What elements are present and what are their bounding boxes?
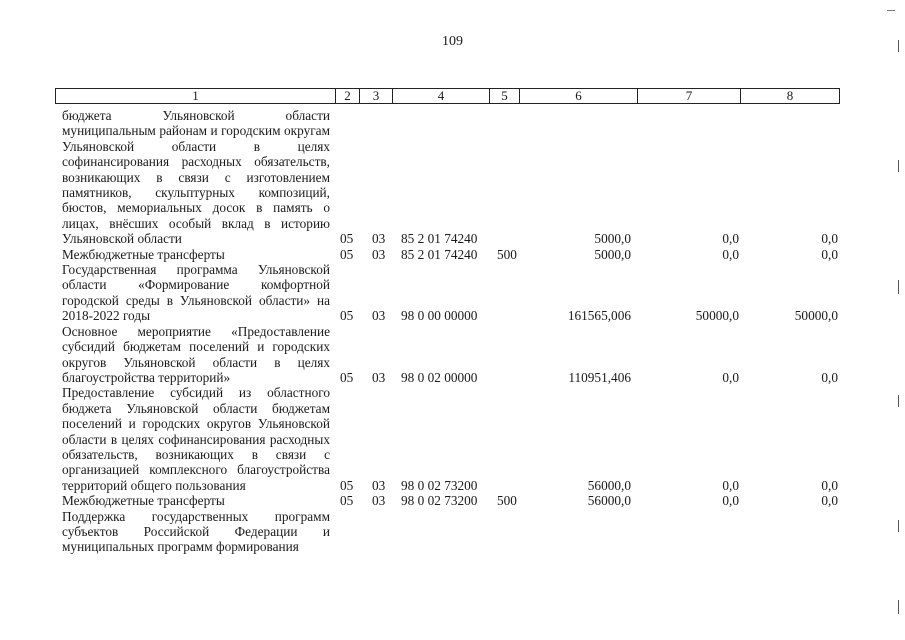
row-amount-3: 0,0: [821, 477, 838, 493]
row-target-code: 85 2 01 74240: [401, 246, 478, 262]
row-amount-3: 0,0: [821, 246, 838, 262]
row-section: 05: [340, 231, 354, 247]
row-section: 05: [340, 493, 354, 509]
header-col-3: 3: [359, 89, 392, 103]
header-col-1: 1: [192, 88, 199, 103]
header-col-6: 6: [519, 89, 637, 103]
row-amount-2: 0,0: [722, 369, 739, 385]
header-col-2: 2: [335, 89, 359, 103]
row-target-code: 98 0 02 00000: [401, 369, 478, 385]
header-col-5: 5: [489, 89, 519, 103]
table-header: [55, 88, 840, 104]
table-row: [0, 247, 905, 262]
row-name: Основное мероприятие «Предоставление субсидий бюджетам поселений и городских округов Ульяновской области в целях благоустройства территорий»: [62, 323, 330, 385]
row-name: Поддержка государственных программ субъектов Российской Федерации и муниципальных программ формирования: [62, 508, 330, 555]
header-col-8: 8: [740, 89, 839, 103]
table-row: [0, 493, 905, 508]
row-name: Межбюджетные трансферты: [62, 246, 225, 262]
row-amount-1: 5000,0: [594, 246, 631, 262]
row-amount-3: 0,0: [821, 493, 838, 509]
row-subsection: 03: [372, 246, 386, 262]
table-body: [0, 108, 905, 555]
table-row: [0, 509, 905, 555]
row-amount-3: 0,0: [821, 369, 838, 385]
table-row: [0, 385, 905, 493]
row-name: бюджета Ульяновской области муниципальным районам и городским округам Ульяновской области в целях софинансирования расходных обязательств, возникающих в связи с изготовлением памятников, скульптурных композиций, бюстов, мемориальных досок в память о лицах, внёсших особый вклад в историю Ульяновской области: [62, 108, 330, 247]
row-amount-2: 0,0: [722, 231, 739, 247]
row-amount-3: 0,0: [821, 231, 838, 247]
table-row: [0, 108, 905, 247]
row-expense-type: 500: [497, 493, 517, 509]
row-subsection: 03: [372, 308, 386, 324]
page-number: 109: [442, 34, 463, 49]
row-target-code: 98 0 00 00000: [401, 308, 478, 324]
row-target-code: 98 0 02 73200: [401, 477, 478, 493]
row-subsection: 03: [372, 477, 386, 493]
row-amount-1: 56000,0: [587, 477, 631, 493]
table-row: [0, 262, 905, 324]
row-subsection: 03: [372, 493, 386, 509]
row-expense-type: 500: [497, 246, 517, 262]
row-subsection: 03: [372, 231, 386, 247]
scan-mark: [898, 600, 899, 614]
row-section: 05: [340, 477, 354, 493]
row-amount-1: 110951,406: [568, 369, 631, 385]
row-amount-1: 56000,0: [587, 493, 631, 509]
row-name: Государственная программа Ульяновской области «Формирование комфортной городской среды в Ульяновской области» на 2018-2022 годы: [62, 262, 330, 324]
header-col-7: 7: [637, 89, 740, 103]
row-amount-1: 5000,0: [594, 231, 631, 247]
row-section: 05: [340, 369, 354, 385]
row-amount-2: 0,0: [722, 493, 739, 509]
row-amount-3: 50000,0: [794, 308, 838, 324]
row-amount-1: 161565,006: [567, 308, 631, 324]
row-name: Предоставление субсидий из областного бюджета Ульяновской области бюджетам поселений и городских округов Ульяновской области в целях софинансирования расходных обязательств, возникающих в связи с организацией комплексного благоустройства территорий общего пользования: [62, 385, 330, 493]
row-target-code: 85 2 01 74240: [401, 231, 478, 247]
row-section: 05: [340, 308, 354, 324]
scan-mark: [887, 10, 895, 11]
row-name: Межбюджетные трансферты: [62, 493, 225, 509]
row-target-code: 98 0 02 73200: [401, 493, 478, 509]
row-amount-2: 50000,0: [695, 308, 739, 324]
row-subsection: 03: [372, 369, 386, 385]
table-row: [0, 324, 905, 386]
row-amount-2: 0,0: [722, 477, 739, 493]
row-amount-2: 0,0: [722, 246, 739, 262]
header-col-4: 4: [392, 89, 489, 103]
row-section: 05: [340, 246, 354, 262]
